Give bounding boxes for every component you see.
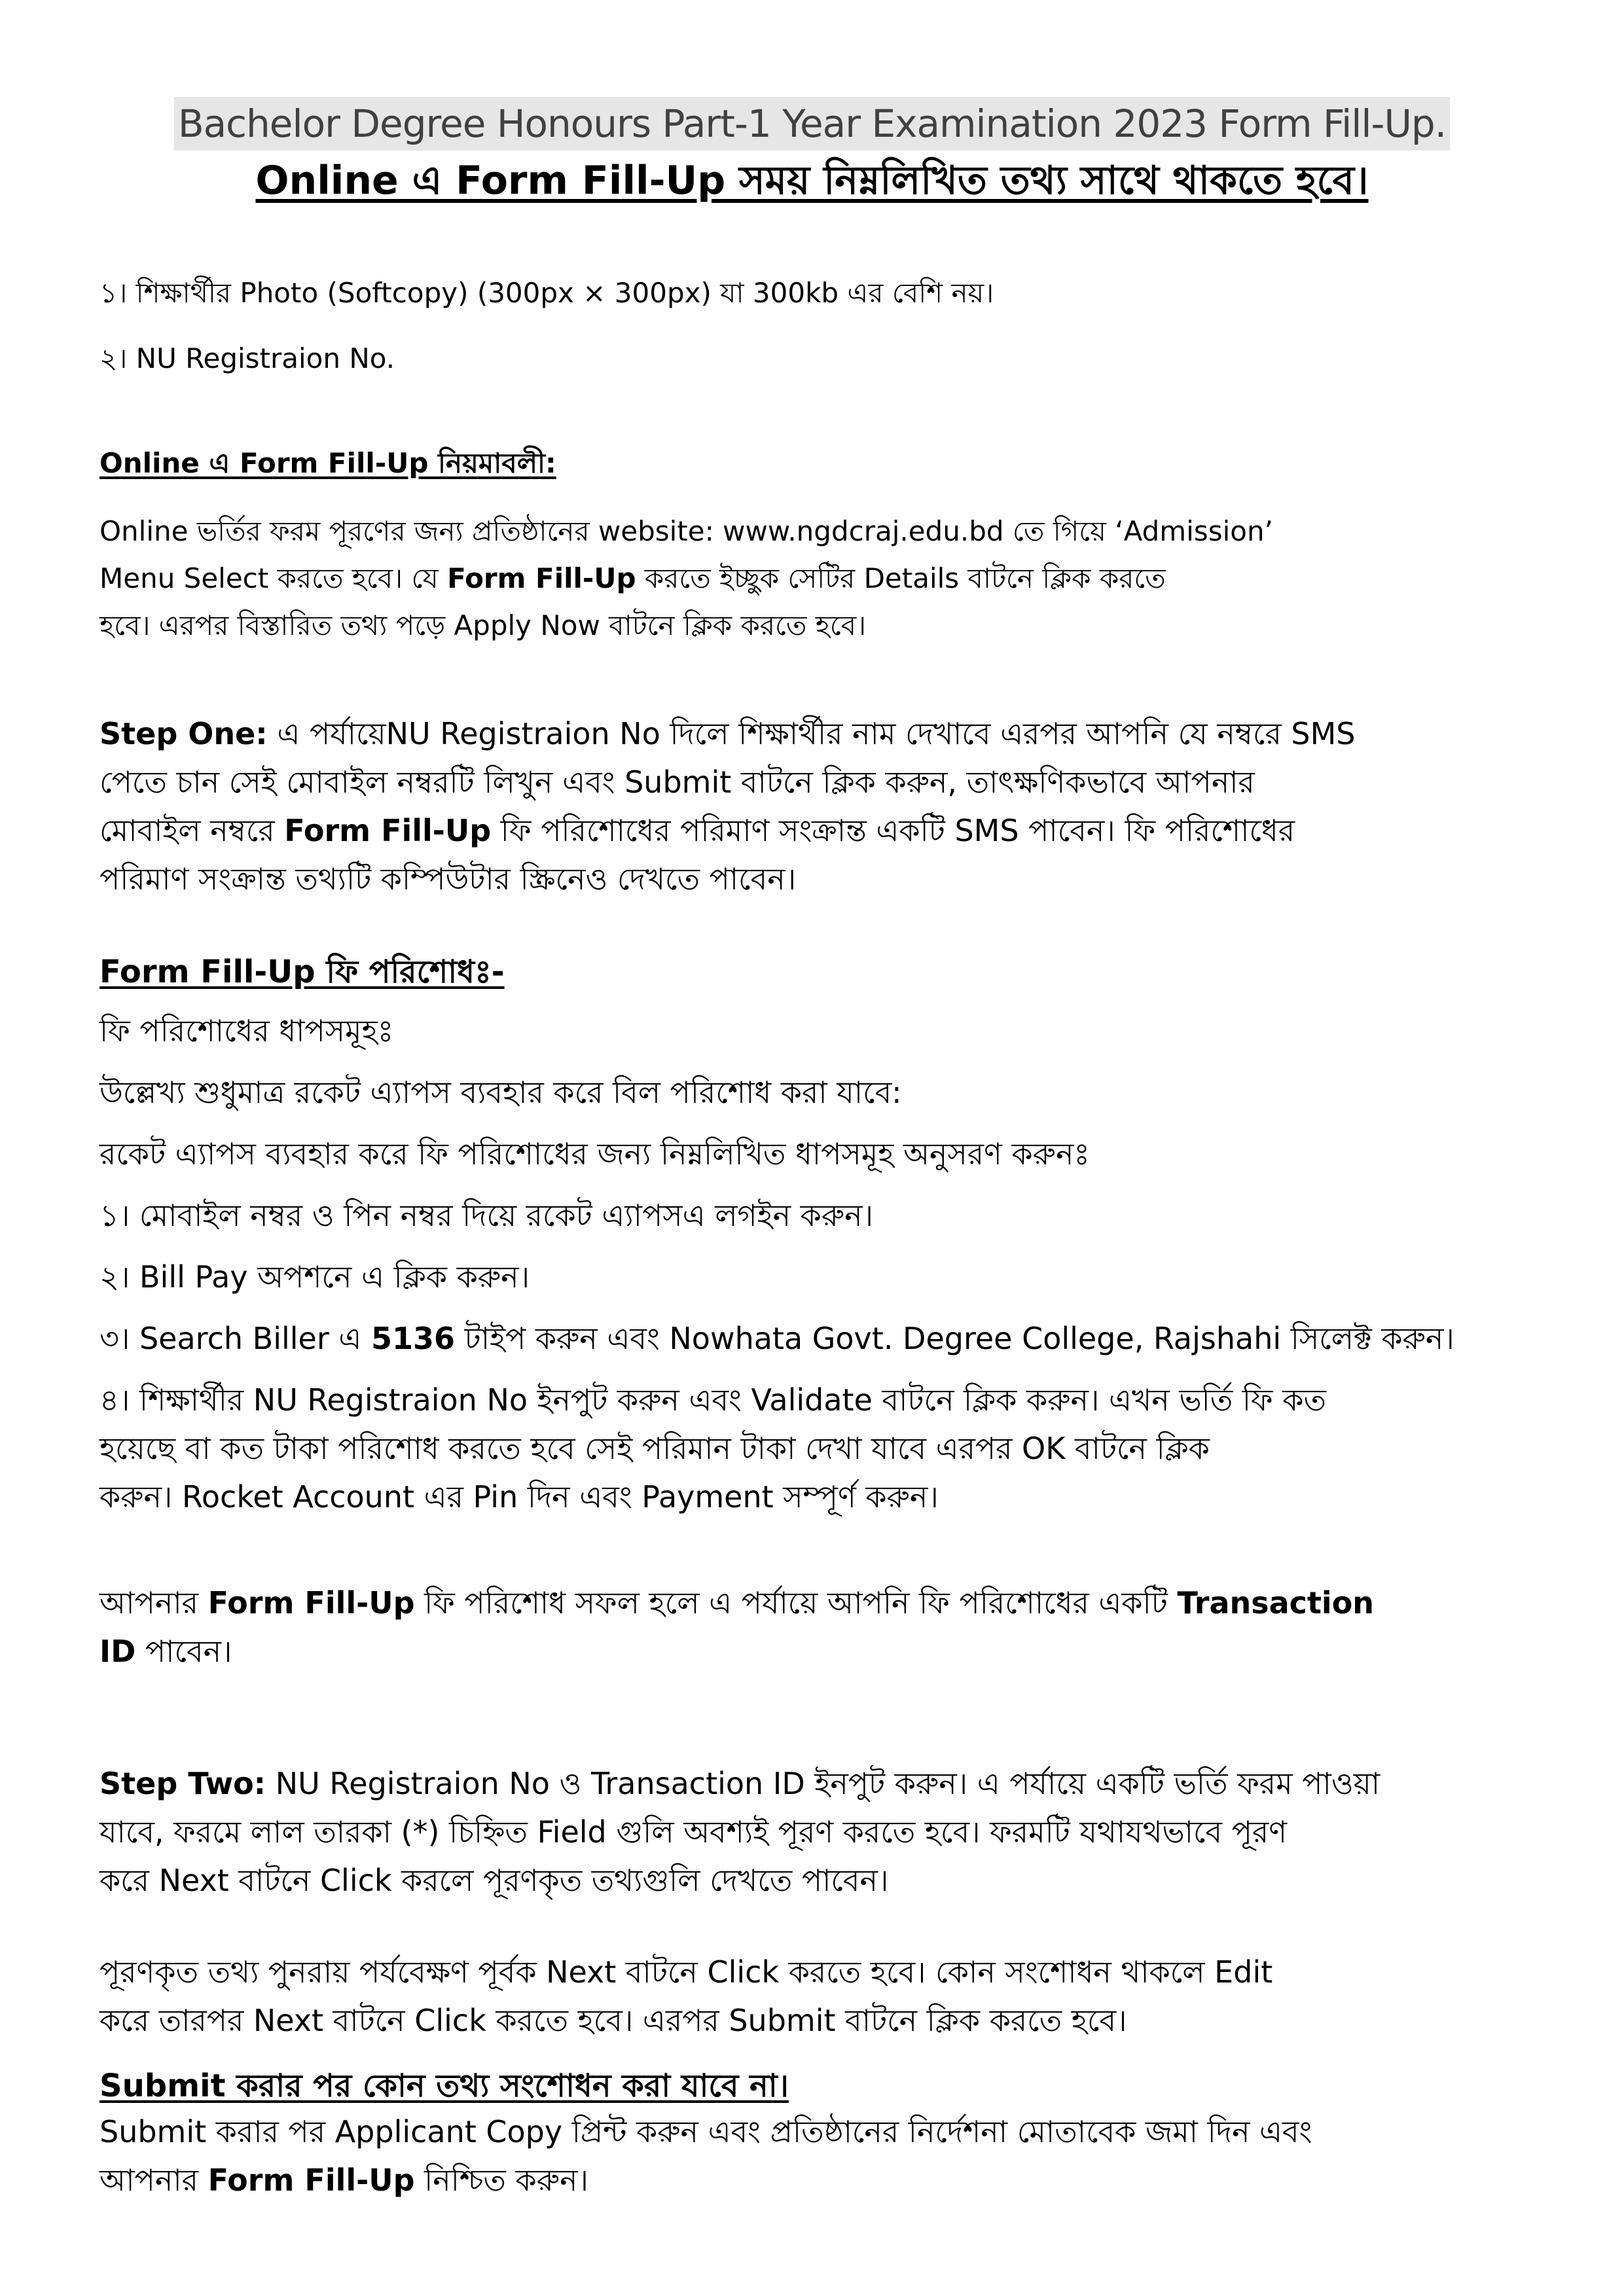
submit-line-2-text-end: নিশ্চিত করুন। (414, 2162, 588, 2198)
step-two-line-1 (99, 1759, 1540, 1808)
step-one-line-3-text-end: ফি পরিশোধের পরিমাণ সংক্রান্ত একটি SMS পাবেন। ফি পরিশোধের (491, 813, 1295, 848)
transaction-line-1-text: আপনার (99, 1585, 208, 1621)
step-one-line-3 (99, 806, 1540, 855)
fee-step-3-text-end: টাইপ করুন এবং Nowhata Govt. Degree College, Rajshahi সিলেক্ট করুন। (455, 1321, 1454, 1356)
title-block (0, 97, 1624, 208)
requirement-photo: ১। শিক্ষার্থীর Photo (Softcopy) (300px × 300px) যা 300kb এর বেশি নয়। (99, 277, 994, 309)
fee-step-4-line-3: করুন। Rocket Account এর Pin দিন এবং Payment সম্পূর্ণ করুন। (99, 1479, 939, 1515)
document-subtitle: Online এ Form Fill-Up সময় নিম্নলিখিত তথ্য সাথে থাকতে হবে। (255, 158, 1369, 204)
fee-line-2: উল্লেখ্য শুধুমাত্র রকেট এ্যাপস ব্যবহার করে বিল পরিশোধ করা যাবে: (99, 1075, 902, 1110)
submit-line-2-text: আপনার (99, 2162, 208, 2198)
biller-code: 5136 (371, 1321, 456, 1356)
review-line-1: পূরণকৃত তথ্য পুনরায় পর্যবেক্ষণ পূর্বক Next বাটনে Click করতে হবে। কোন সংশোধন থাকলে Edit (99, 1954, 1273, 1990)
step-two-line-3: করে Next বাটনে Click করলে পূরণকৃত তথ্যগুলি দেখতে পাবেন। (99, 1863, 889, 1898)
submit-heading: Submit করার পর কোন তথ্য সংশোধন করা যাবে না। (99, 2068, 789, 2104)
fee-step-3 (99, 1314, 1540, 1363)
requirement-registration: ২। NU Registraion No. (99, 342, 395, 374)
fee-line-3: রকেট এ্যাপস ব্যবহার করে ফি পরিশোধের জন্য নিম্নলিখিত ধাপসমূহ অনুসরণ করুনঃ (99, 1136, 1090, 1172)
rules-line-2-text: Menu Select করতে হবে। যে (99, 562, 448, 594)
rules-line-2 (99, 555, 1540, 602)
rules-line-2-text-end: করতে ইচ্ছুক সেটির Details বাটনে ক্লিক করতে (636, 562, 1166, 594)
rules-line-3: হবে। এরপর বিস্তারিত তথ্য পড়ে Apply Now বাটনে ক্লিক করতে হবে। (99, 609, 867, 641)
fee-line-1: ফি পরিশোধের ধাপসমূহঃ (99, 1013, 394, 1049)
step-one-line-2: পেতে চান সেই মোবাইল নম্বরটি লিখুন এবং Submit বাটনে ক্লিক করুন, তাৎক্ষণিকভাবে আপনার (99, 764, 1255, 800)
fee-heading: Form Fill-Up ফি পরিশোধঃ- (99, 954, 505, 990)
fee-step-4-line-2: হয়েছে বা কত টাকা পরিশোধ করতে হবে সেই পরিমান টাকা দেখা যাবে এরপর OK বাটনে ক্লিক (99, 1431, 1210, 1466)
step-one-line-4: পরিমাণ সংক্রান্ত তথ্যটি কম্পিউটার স্ক্রিনেও দেখতে পাবেন। (99, 861, 797, 897)
rules-line-1: Online ভর্তির ফরম পূরণের জন্য প্রতিষ্ঠানের website: www.ngdcraj.edu.bd তে গিয়ে ‘Admission’ (99, 515, 1273, 547)
fee-step-3-text: ৩। Search Biller এ (99, 1321, 371, 1356)
transaction-line-1-bold: Form Fill-Up (208, 1585, 415, 1621)
step-two-label: Step Two: (99, 1766, 266, 1801)
fee-step-2: ২। Bill Pay অপশনে এ ক্লিক করুন। (99, 1259, 530, 1295)
submit-line-2 (99, 2156, 1540, 2204)
transaction-line-2-text: পাবেন। (135, 1634, 232, 1669)
transaction-line-1-bold-end: Transaction (1177, 1585, 1375, 1621)
document-title: Bachelor Degree Honours Part-1 Year Examination 2023 Form Fill-Up. (174, 97, 1450, 151)
fee-step-4-line-1: ৪। শিক্ষার্থীর NU Registraion No ইনপুট করুন এবং Validate বাটনে ক্লিক করুন। এখন ভর্তি ফি কত (99, 1382, 1326, 1418)
transaction-line-1-text-mid: ফি পরিশোধ সফল হলে এ পর্যায়ে আপনি ফি পরিশোধের একটি (414, 1585, 1178, 1621)
fee-step-1: ১। মোবাইল নম্বর ও পিন নম্বর দিয়ে রকেট এ্যাপসএ লগইন করুন। (99, 1198, 874, 1233)
step-one-label: Step One: (99, 716, 268, 751)
rules-heading: Online এ Form Fill-Up নিয়মাবলী: (99, 447, 556, 479)
step-one-line-3-text: মোবাইল নম্বরে (99, 813, 285, 848)
review-line-2: করে তারপর Next বাটনে Click করতে হবে। এরপর Submit বাটনে ক্লিক করতে হবে। (99, 2003, 1127, 2038)
transaction-id-label: ID (99, 1634, 136, 1669)
step-two-line-2: যাবে, ফরমে লাল তারকা (*) চিহ্নিত Field গুলি অবশ্যই পূরণ করতে হবে। ফরমটি যথাযথভাবে পূরণ (99, 1814, 1288, 1850)
step-one-line-1-text: এ পর্যায়েNU Registraion No দিলে শিক্ষার্থীর নাম দেখাবে এরপর আপনি যে নম্বরে SMS (267, 716, 1356, 751)
step-one-line-1 (99, 709, 1540, 758)
step-two-line-1-text: NU Registraion No ও Transaction ID ইনপুট করুন। এ পর্যায়ে একটি ভর্তি ফরম পাওয়া (266, 1766, 1380, 1801)
step-one-line-3-bold: Form Fill-Up (284, 813, 492, 848)
submit-line-1: Submit করার পর Applicant Copy প্রিন্ট করুন এবং প্রতিষ্ঠানের নির্দেশনা মোতাবেক জমা দিন এবং (99, 2114, 1312, 2149)
transaction-line-2 (99, 1627, 1540, 1676)
transaction-line-1 (99, 1579, 1540, 1627)
rules-line-2-bold: Form Fill-Up (447, 562, 636, 594)
submit-line-2-bold: Form Fill-Up (208, 2162, 415, 2198)
